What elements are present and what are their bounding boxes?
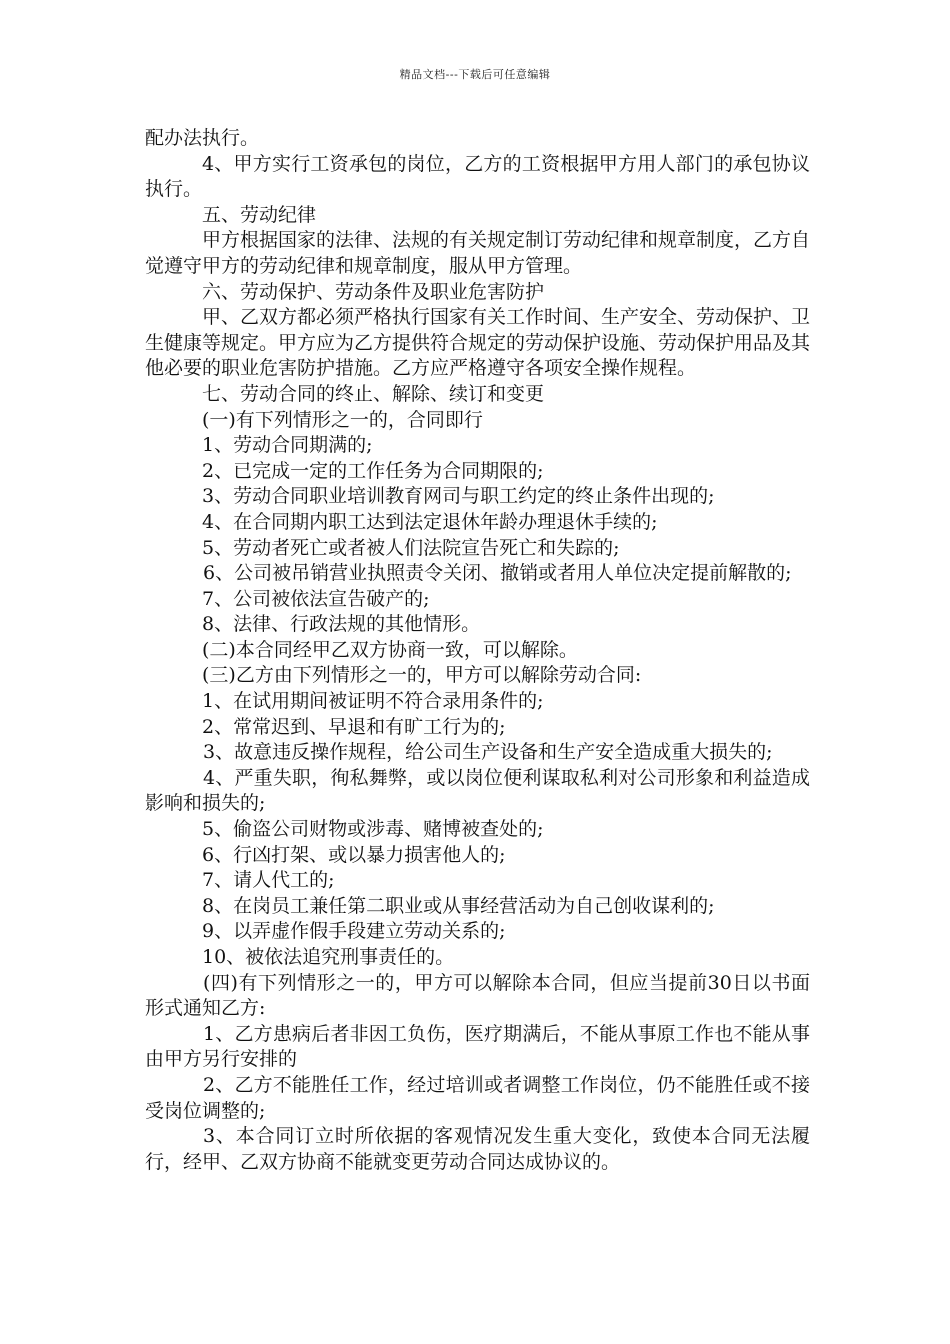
list-item: 8、在岗员工兼任第二职业或从事经营活动为自己创收谋利的; [202, 894, 715, 917]
list-item: 1、劳动合同期满的; [202, 434, 373, 457]
list-item: 2、乙方不能胜任工作，经过培训或者调整工作岗位，仍不能胜任或不接受岗位调整的; [145, 1073, 810, 1122]
list-item: 7、请人代工的; [202, 869, 335, 892]
list-item: 3、劳动合同职业培训教育网司与职工约定的终止条件出现的; [202, 485, 715, 508]
list-item: 4、在合同期内职工达到法定退休年龄办理退休手续的; [202, 510, 658, 533]
section-heading: 七、劳动合同的终止、解除、续订和变更 [202, 382, 545, 405]
paragraph: 4、甲方实行工资承包的岗位，乙方的工资根据甲方用人部门的承包协议执行。 [145, 152, 810, 201]
list-item: 6、公司被吊销营业执照责令关闭、撤销或者用人单位决定提前解散的; [203, 562, 792, 585]
list-item: 2、已完成一定的工作任务为合同期限的; [202, 459, 544, 482]
list-item: 3、本合同订立时所依据的客观情况发生重大变化，致使本合同无法履行，经甲、乙双方协商不能就变更劳动合同达成协议的。 [145, 1125, 810, 1173]
list-item: 6、行凶打架、或以暴力损害他人的; [202, 843, 506, 866]
list-item: 4、严重失职，徇私舞弊，或以岗位便利谋取私利对公司形象和利益造成影响和损失的; [145, 766, 810, 815]
list-item: 7、公司被依法宣告破产的; [202, 587, 430, 610]
list-item: 10、被依法追究刑事责任的。 [202, 946, 455, 968]
subsection-heading: (四)有下列情形之一的，甲方可以解除本合同，但应当提前30日以书面形式通知乙方: [145, 971, 810, 1020]
list-item: 8、法律、行政法规的其他情形。 [202, 613, 481, 636]
list-item: 3、故意违反操作规程，给公司生产设备和生产安全造成重大损失的; [203, 741, 773, 764]
document-body [145, 126, 810, 1175]
subsection-heading: (三)乙方由下列情形之一的，甲方可以解除劳动合同: [202, 664, 642, 687]
subsection-heading: (二)本合同经甲乙双方协商一致，可以解除。 [202, 638, 578, 661]
paragraph: 配办法执行。 [145, 127, 260, 149]
subsection-heading: (一)有下列情形之一的，合同即行 [202, 408, 483, 431]
paragraph: 甲方根据国家的法律、法规的有关规定制订劳动纪律和规章制度，乙方自觉遵守甲方的劳动纪律和规章制度，服从甲方管理。 [145, 229, 811, 277]
paragraph: 甲、乙双方都必须严格执行国家有关工作时间、生产安全、劳动保护、卫生健康等规定。甲方应为乙方提供符合规定的劳动保护设施、劳动保护用品及其他必要的职业危害防护措施。乙方应严格遵守各项安全操作规程。 [145, 306, 811, 380]
list-item: 5、偷盗公司财物或涉毒、赌博被查处的; [202, 818, 544, 841]
list-item: 9、以弄虚作假手段建立劳动关系的; [202, 920, 506, 943]
section-heading: 五、劳动纪律 [202, 203, 317, 226]
list-item: 5、劳动者死亡或者被人们法院宣告死亡和失踪的; [202, 536, 620, 559]
list-item: 2、常常迟到、早退和有旷工行为的; [202, 715, 506, 738]
list-item: 1、在试用期间被证明不符合录用条件的; [202, 690, 544, 713]
list-item: 1、乙方患病后者非因工负伤，医疗期满后，不能从事原工作也不能从事由甲方另行安排的 [145, 1022, 810, 1071]
section-heading: 六、劳动保护、劳动条件及职业危害防护 [202, 280, 545, 303]
page-header: 精品文档---下载后可任意编辑 [399, 68, 551, 81]
